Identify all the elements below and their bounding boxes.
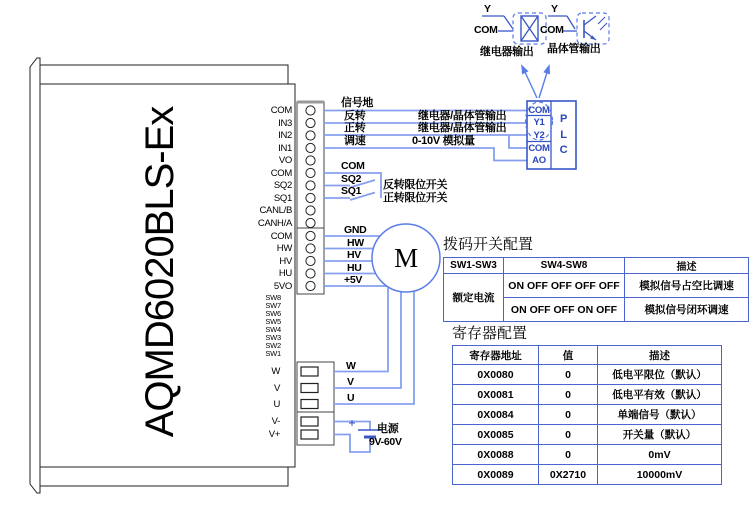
reg-desc: 低电平限位（默认） — [598, 365, 722, 385]
terminal-label-in3: IN3 — [278, 117, 292, 129]
reg-addr: 0X0080 — [453, 365, 539, 385]
table-row — [453, 405, 722, 425]
wire-u — [334, 284, 414, 404]
dip-label-sw7: SW7 — [265, 301, 281, 310]
terminal-label-com: COM — [270, 105, 292, 116]
terminal-label-hall-com: COM — [270, 230, 292, 242]
5v-wire-label: +5V — [344, 274, 363, 286]
forward-limit-label: 正转限位开关 — [383, 191, 448, 204]
dip-row2-desc: 模拟信号闭环调速 — [625, 298, 749, 322]
gnd-wire-label: GND — [344, 224, 367, 236]
plc-y2: Y2 — [533, 129, 545, 141]
wire-analog-com-branch — [509, 135, 527, 148]
hw-wire-label: HW — [347, 236, 364, 249]
plc-y1: Y1 — [533, 117, 545, 128]
terminal-circles — [306, 106, 315, 291]
dip-table-title: 拨码开关配置 — [443, 236, 534, 253]
power-voltage-label: 9V-60V — [369, 436, 402, 448]
transistor-y-label: Y — [551, 3, 558, 15]
wire-v — [334, 287, 401, 388]
w-wire-label: W — [346, 359, 356, 372]
reg-desc: 10000mV — [598, 465, 722, 485]
terminal-label-hv: HV — [279, 255, 292, 267]
reg-addr: 0X0084 — [453, 405, 539, 425]
top-flange — [40, 65, 288, 84]
reverse-output-desc: 继电器/晶体管输出 — [418, 110, 507, 122]
terminal-label-hw: HW — [276, 243, 292, 254]
reverse-label: 反转 — [344, 110, 366, 122]
reg-desc: 低电平有效（默认） — [598, 385, 722, 405]
signal-ground-label: 信号地 — [341, 97, 374, 109]
plc-letter-p: P — [559, 113, 568, 125]
motor-label: M — [394, 243, 418, 273]
reg-val: 0 — [539, 405, 598, 425]
heatsink-bar — [30, 58, 40, 493]
dip-row1-sw: ON OFF OFF OFF OFF — [504, 274, 625, 298]
table-row — [453, 425, 722, 445]
dip-label-sw2: SW2 — [265, 341, 281, 350]
plc-com-lower: COM — [528, 142, 550, 154]
reg-val: 0 — [539, 385, 598, 405]
terminal-label-canh: CANH/A — [257, 217, 292, 229]
table-row — [453, 365, 722, 385]
plc-ao: AO — [532, 155, 546, 166]
device-model-label: AQMD6020BLS-Ex — [138, 106, 182, 438]
speed-label: 调速 — [344, 135, 366, 147]
v-wire-label: V — [347, 376, 354, 388]
reg-desc: 开关量（默认） — [598, 425, 722, 445]
dip-switch-table — [443, 257, 749, 322]
reg-val: 0 — [539, 425, 598, 445]
relay-y-label: Y — [484, 3, 491, 15]
terminal-label-in1: IN1 — [278, 142, 292, 154]
terminal-label-vplus: V+ — [268, 429, 280, 440]
dip-header-sw4-sw8: SW4-SW8 — [504, 258, 625, 274]
reg-desc: 单端信号（默认） — [598, 405, 722, 425]
wire-speed — [324, 148, 527, 161]
analog-desc: 0-10V 模拟量 — [412, 135, 475, 147]
reg-val: 0 — [539, 365, 598, 385]
dip-label-sw8: SW8 — [265, 293, 281, 302]
relay-com-label: COM — [474, 24, 498, 36]
plc-letter-l: L — [560, 129, 567, 141]
reg-desc: 0mV — [598, 445, 722, 465]
hv-wire-label: HV — [347, 249, 361, 261]
dip-label-sw3: SW3 — [265, 333, 281, 342]
table-row — [453, 385, 722, 405]
dip-label-sw5: SW5 — [265, 317, 281, 326]
terminal-label-hu: HU — [278, 268, 292, 279]
reg-addr: 0X0088 — [453, 445, 539, 465]
reg-addr: 0X0085 — [453, 425, 539, 445]
terminal-label-w: W — [271, 366, 280, 377]
terminal-label-v: V — [273, 382, 280, 394]
table-row — [444, 274, 749, 298]
dip-header-desc: 描述 — [625, 258, 749, 274]
dip-label-sw4: SW4 — [265, 325, 281, 334]
table-row — [453, 465, 722, 485]
sq2-wire-label: SQ2 — [341, 172, 362, 185]
dip-row2-sw: ON OFF OFF ON OFF — [504, 298, 625, 322]
terminal-label-sq1: SQ1 — [273, 192, 292, 204]
reg-addr: 0X0089 — [453, 465, 539, 485]
table-row — [444, 258, 749, 274]
relay-output-caption: 继电器输出 — [480, 46, 534, 58]
dip-row1-desc: 模拟信号占空比调速 — [625, 274, 749, 298]
terminal-label-5vo: 5VO — [273, 280, 292, 292]
forward-output-desc: 继电器/晶体管输出 — [418, 122, 507, 134]
terminal-label-sq2: SQ2 — [273, 180, 292, 191]
terminal-label-in2: IN2 — [278, 130, 292, 141]
bottom-flange — [40, 467, 288, 486]
wire-w — [334, 282, 388, 372]
dip-label-sw1: SW1 — [265, 349, 281, 358]
transistor-output-caption: 晶体管输出 — [547, 43, 601, 55]
plc-com-upper: COM — [528, 104, 550, 116]
reg-addr: 0X0081 — [453, 385, 539, 405]
dip-header-sw1-sw3: SW1-SW3 — [444, 258, 504, 274]
terminal-label-vo: VO — [278, 155, 292, 166]
terminal-label-u: U — [273, 398, 280, 410]
terminal-label-com2: COM — [270, 167, 292, 179]
output-type-arrows — [522, 66, 549, 98]
u-wire-label: U — [347, 392, 355, 404]
reg-header-addr: 寄存器地址 — [453, 346, 539, 365]
register-table-title: 寄存器配置 — [452, 325, 528, 342]
com-wire-label: COM — [341, 160, 365, 172]
reg-header-desc: 描述 — [598, 346, 722, 365]
table-row — [453, 346, 722, 365]
plc-letter-c: C — [559, 144, 568, 156]
power-supply-label: 电源 — [377, 423, 399, 435]
sq1-wire-label: SQ1 — [341, 185, 362, 197]
dip-merged-cell: 额定电流 — [444, 274, 504, 322]
table-row — [453, 445, 722, 465]
reverse-limit-label: 反转限位开关 — [383, 179, 448, 191]
terminal-label-canl: CANL/B — [259, 205, 292, 216]
reg-val: 0 — [539, 445, 598, 465]
register-table — [452, 345, 722, 485]
transistor-com-label: COM — [540, 24, 564, 36]
terminal-label-vminus: V- — [271, 416, 280, 427]
dip-label-sw6: SW6 — [265, 309, 281, 318]
forward-label: 正转 — [344, 122, 366, 134]
hu-wire-label: HU — [347, 261, 362, 274]
reg-header-val: 值 — [539, 346, 598, 365]
reg-val: 0X2710 — [539, 465, 598, 485]
